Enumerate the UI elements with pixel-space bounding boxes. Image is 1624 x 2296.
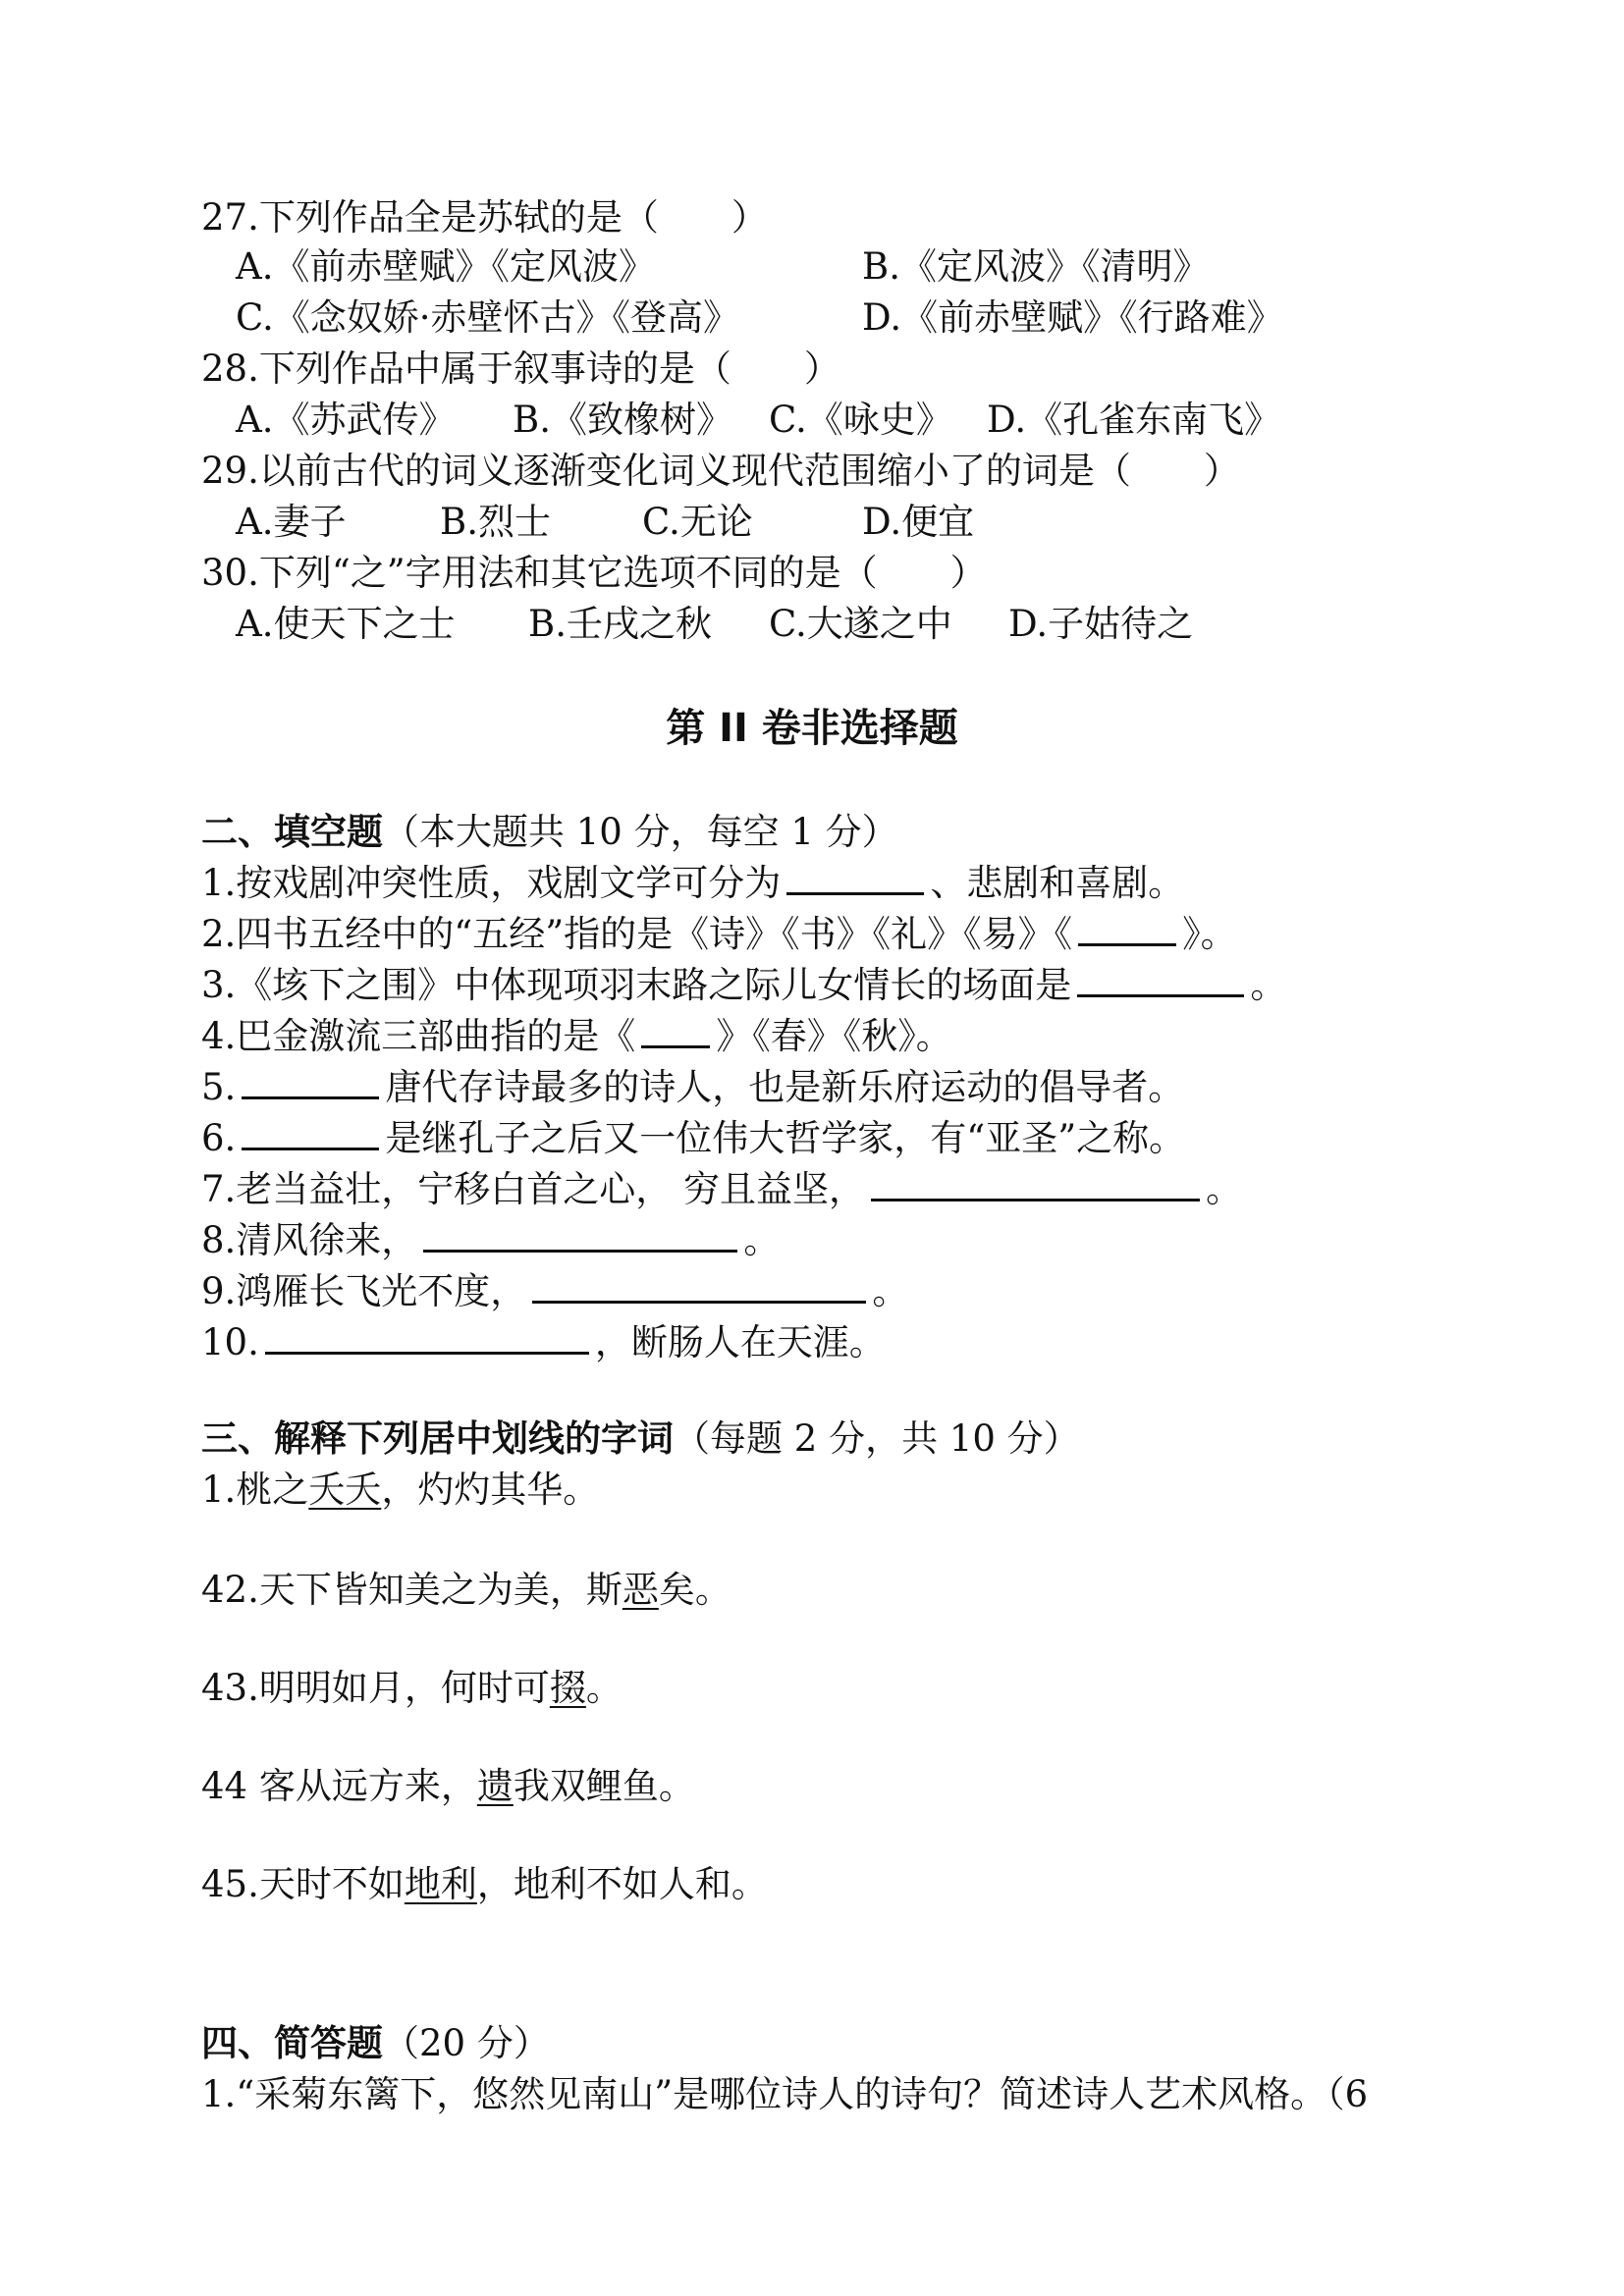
fill-text: 9.鸿雁长飞光不度， [201, 1270, 527, 1312]
answer-blank[interactable] [641, 1012, 710, 1048]
fill-text: 6. [201, 1117, 237, 1159]
fill-text: 7.老当益壮，宁移白首之心， 穷且益坚， [201, 1168, 866, 1210]
section-heading-note: （20 分） [383, 2022, 550, 2064]
answer-blank[interactable] [242, 1114, 379, 1150]
answer-blank[interactable] [423, 1216, 737, 1253]
fill-text: 》《春》《秋》。 [716, 1015, 952, 1057]
option-d: D.子姑待之 [1008, 603, 1194, 645]
fill-item-1 [201, 858, 1184, 909]
option-c: C.无论 [642, 501, 753, 543]
answer-blank[interactable] [242, 1063, 379, 1099]
underlined-word: 遗 [476, 1765, 514, 1807]
explain-text: 42.天下皆知美之为美，斯 [201, 1569, 623, 1611]
section-heading-label: 四、简答题 [201, 2022, 383, 2064]
explain-text: 我双鲤鱼。 [513, 1765, 695, 1807]
fill-text: 。 [743, 1219, 781, 1261]
fill-item-6 [201, 1113, 1185, 1164]
fill-text: 是继孔子之后又一位伟大哲学家，有“亚圣”之称。 [385, 1117, 1186, 1159]
fill-text: 8.清风徐来， [201, 1219, 418, 1261]
explain-item-5 [201, 1859, 768, 1910]
fill-item-2 [201, 909, 1237, 960]
short-item-1: 1.“采菊东篱下，悠然见南山”是哪位诗人的诗句？简述诗人艺术风格。（6 [201, 2073, 1369, 2115]
answer-blank[interactable] [532, 1267, 866, 1304]
fill-text: 。 [872, 1270, 909, 1312]
fill-text: 1.按戏剧冲突性质，戏剧文学可分为 [201, 862, 782, 904]
option-a: A.《苏武传》 [236, 399, 456, 441]
fill-text: 10. [201, 1321, 259, 1363]
underlined-word: 夭夭 [308, 1468, 382, 1511]
fill-text: 。 [1206, 1168, 1243, 1210]
answer-blank[interactable] [1078, 910, 1176, 946]
explain-text: 矣。 [658, 1569, 731, 1611]
fill-item-7 [201, 1164, 1242, 1215]
explain-text: ，地利不如人和。 [476, 1863, 768, 1905]
explain-text: 44 客从远方来， [201, 1765, 477, 1807]
fill-text: ，断肠人在天涯。 [594, 1321, 886, 1363]
question-28-stem: 28.下列作品中属于叙事诗的是（ ） [201, 347, 840, 390]
explain-item-3 [201, 1663, 623, 1714]
fill-text: 2.四书五经中的“五经”指的是《诗》《书》《礼》《易》《 [201, 913, 1073, 955]
option-b: B.《致橡树》 [513, 399, 732, 441]
fill-section-heading [201, 807, 898, 858]
option-b: B.壬戌之秋 [528, 603, 712, 645]
answer-blank[interactable] [871, 1165, 1200, 1201]
underlined-word: 恶 [622, 1569, 659, 1611]
explain-text: 43.明明如月，何时可 [201, 1667, 550, 1709]
section-heading-note: （每题 2 分，共 10 分） [674, 1417, 1080, 1460]
short-section-heading [201, 2018, 550, 2069]
fill-item-9 [201, 1266, 908, 1317]
fill-text: 4.巴金激流三部曲指的是《 [201, 1015, 636, 1057]
option-a: A.妻子 [236, 501, 347, 543]
option-a: A.使天下之士 [236, 603, 456, 645]
fill-item-8 [201, 1215, 780, 1266]
section-heading-label: 三、解释下列居中划线的字词 [201, 1417, 674, 1460]
question-27-stem: 27.下列作品全是苏轼的是（ ） [201, 196, 768, 239]
explain-item-4 [201, 1761, 695, 1812]
fill-text: 5. [201, 1066, 237, 1108]
fill-text: 唐代存诗最多的诗人，也是新乐府运动的倡导者。 [385, 1066, 1185, 1108]
fill-text: 。 [1250, 964, 1287, 1006]
option-a: A.《前赤壁赋》《定风波》 [236, 245, 655, 288]
section-heading-label: 二、填空题 [201, 811, 383, 853]
option-c: C.《咏史》 [769, 399, 952, 441]
fill-item-4 [201, 1011, 952, 1062]
option-c: C.大遂之中 [769, 603, 952, 645]
answer-blank[interactable] [786, 859, 924, 895]
fill-text: 3.《垓下之围》中体现项羽末路之际儿女情长的场面是 [201, 964, 1072, 1006]
explain-text: 。 [585, 1667, 623, 1709]
answer-blank[interactable] [265, 1318, 589, 1355]
option-d: D.《孔雀东南飞》 [987, 399, 1281, 441]
answer-blank[interactable] [1077, 961, 1244, 997]
option-c: C.《念奴娇·赤壁怀古》《登高》 [236, 296, 740, 339]
explain-text: 1.桃之 [201, 1468, 309, 1511]
part-2-title: 第 II 卷非选择题 [666, 706, 958, 751]
fill-item-5 [201, 1062, 1184, 1113]
option-d: D.便宜 [862, 501, 975, 543]
question-29-stem: 29.以前古代的词义逐渐变化词义现代范围缩小了的词是（ ） [201, 450, 1240, 492]
fill-item-3 [201, 960, 1286, 1011]
fill-text: 、悲剧和喜剧。 [930, 862, 1185, 904]
explain-item-1 [201, 1465, 599, 1516]
explain-item-2 [201, 1565, 731, 1616]
explain-section-heading [201, 1414, 1080, 1465]
option-b: B.烈士 [440, 501, 551, 543]
explain-text: ，灼灼其华。 [381, 1468, 600, 1511]
option-b: B.《定风波》《清明》 [862, 245, 1210, 288]
fill-text: 》。 [1182, 913, 1237, 955]
fill-item-10 [201, 1317, 886, 1368]
question-30-stem: 30.下列“之”字用法和其它选项不同的是（ ） [201, 552, 987, 594]
underlined-word: 掇 [549, 1667, 586, 1709]
option-d: D.《前赤壁赋》《行路难》 [862, 296, 1283, 339]
underlined-word: 地利 [404, 1863, 477, 1905]
section-heading-note: （本大题共 10 分，每空 1 分） [383, 811, 898, 853]
explain-text: 45.天时不如 [201, 1863, 405, 1905]
